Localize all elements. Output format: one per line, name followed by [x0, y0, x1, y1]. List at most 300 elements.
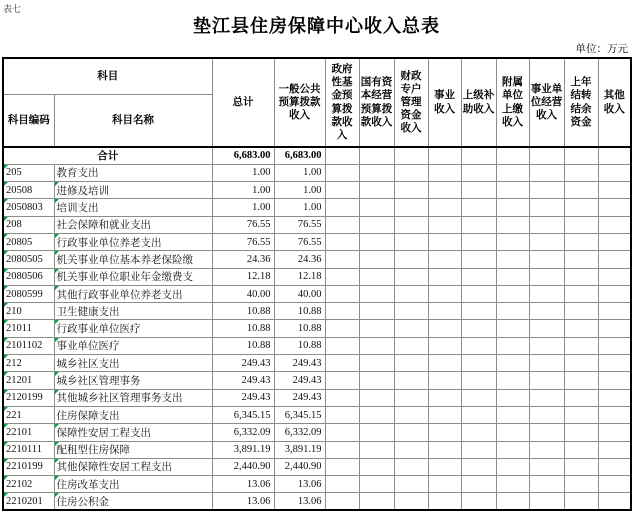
general-budget-cell[interactable]: 1.00 — [274, 199, 325, 216]
empty-cell[interactable] — [325, 199, 359, 216]
empty-cell[interactable] — [461, 199, 496, 216]
empty-cell[interactable] — [598, 458, 631, 475]
empty-cell[interactable] — [394, 147, 428, 164]
empty-cell[interactable] — [325, 320, 359, 337]
empty-cell[interactable] — [564, 164, 598, 181]
empty-cell[interactable] — [598, 251, 631, 268]
empty-cell[interactable] — [529, 320, 564, 337]
subject-code-cell[interactable]: 212 — [3, 355, 54, 372]
empty-cell[interactable] — [394, 389, 428, 406]
general-budget-cell[interactable]: 249.43 — [274, 355, 325, 372]
total-cell[interactable]: 6,332.09 — [212, 424, 274, 441]
subject-name-cell[interactable]: 行政事业单位养老支出 — [54, 233, 212, 250]
header-institution-business-income[interactable]: 事业单位经营收入 — [529, 58, 564, 147]
subject-code-cell[interactable]: 2120199 — [3, 389, 54, 406]
subject-code-cell[interactable]: 2210201 — [3, 493, 54, 510]
total-cell[interactable]: 10.88 — [212, 320, 274, 337]
empty-cell[interactable] — [564, 182, 598, 199]
empty-cell[interactable] — [564, 268, 598, 285]
empty-cell[interactable] — [529, 199, 564, 216]
subject-name-cell[interactable]: 事业单位医疗 — [54, 337, 212, 354]
empty-cell[interactable] — [325, 493, 359, 510]
header-total[interactable]: 总计 — [212, 58, 274, 147]
empty-cell[interactable] — [564, 441, 598, 458]
subject-name-cell[interactable]: 住房公积金 — [54, 493, 212, 510]
general-budget-cell[interactable]: 1.00 — [274, 164, 325, 181]
empty-cell[interactable] — [529, 303, 564, 320]
subject-code-cell[interactable]: 2050803 — [3, 199, 54, 216]
subject-name-cell[interactable]: 住房保障支出 — [54, 406, 212, 423]
subject-code-cell[interactable]: 22101 — [3, 424, 54, 441]
empty-cell[interactable] — [598, 285, 631, 302]
empty-cell[interactable] — [461, 164, 496, 181]
empty-cell[interactable] — [598, 476, 631, 493]
empty-cell[interactable] — [428, 441, 461, 458]
empty-cell[interactable] — [394, 303, 428, 320]
empty-cell[interactable] — [359, 216, 394, 233]
empty-cell[interactable] — [394, 441, 428, 458]
empty-cell[interactable] — [529, 216, 564, 233]
empty-cell[interactable] — [529, 441, 564, 458]
empty-cell[interactable] — [496, 441, 529, 458]
empty-cell[interactable] — [564, 337, 598, 354]
empty-cell[interactable] — [496, 372, 529, 389]
empty-cell[interactable] — [564, 389, 598, 406]
general-budget-cell[interactable]: 13.06 — [274, 476, 325, 493]
empty-cell[interactable] — [529, 406, 564, 423]
header-general-public-budget[interactable]: 一般公共预算拨款收入 — [274, 58, 325, 147]
empty-cell[interactable] — [428, 285, 461, 302]
empty-cell[interactable] — [428, 424, 461, 441]
empty-cell[interactable] — [564, 476, 598, 493]
empty-cell[interactable] — [325, 355, 359, 372]
empty-cell[interactable] — [394, 199, 428, 216]
empty-cell[interactable] — [325, 389, 359, 406]
empty-cell[interactable] — [564, 458, 598, 475]
empty-cell[interactable] — [325, 233, 359, 250]
empty-cell[interactable] — [461, 147, 496, 164]
subject-code-cell[interactable]: 205 — [3, 164, 54, 181]
empty-cell[interactable] — [598, 182, 631, 199]
empty-cell[interactable] — [461, 285, 496, 302]
empty-cell[interactable] — [325, 182, 359, 199]
empty-cell[interactable] — [394, 476, 428, 493]
empty-cell[interactable] — [598, 303, 631, 320]
empty-cell[interactable] — [394, 216, 428, 233]
empty-cell[interactable] — [461, 441, 496, 458]
total-row-total-cell[interactable]: 6,683.00 — [212, 147, 274, 164]
subject-code-cell[interactable]: 20508 — [3, 182, 54, 199]
total-cell[interactable]: 6,345.15 — [212, 406, 274, 423]
empty-cell[interactable] — [461, 233, 496, 250]
total-cell[interactable]: 1.00 — [212, 199, 274, 216]
empty-cell[interactable] — [564, 372, 598, 389]
subject-name-cell[interactable]: 住房改革支出 — [54, 476, 212, 493]
subject-name-cell[interactable]: 城乡社区支出 — [54, 355, 212, 372]
total-cell[interactable]: 249.43 — [212, 372, 274, 389]
subject-name-cell[interactable]: 进修及培训 — [54, 182, 212, 199]
empty-cell[interactable] — [461, 476, 496, 493]
general-budget-cell[interactable]: 13.06 — [274, 493, 325, 510]
header-affiliate-remittance[interactable]: 附属单位上缴收入 — [496, 58, 529, 147]
subject-name-cell[interactable]: 其他行政事业单位养老支出 — [54, 285, 212, 302]
total-cell[interactable]: 3,891.19 — [212, 441, 274, 458]
total-cell[interactable]: 249.43 — [212, 355, 274, 372]
header-subject-code[interactable]: 科目编码 — [3, 94, 54, 147]
empty-cell[interactable] — [325, 268, 359, 285]
header-other-income[interactable]: 其他收入 — [598, 58, 631, 147]
table-row — [3, 424, 631, 441]
subject-code-cell[interactable]: 208 — [3, 216, 54, 233]
subject-code-cell[interactable]: 2080505 — [3, 251, 54, 268]
empty-cell[interactable] — [325, 424, 359, 441]
empty-cell[interactable] — [496, 406, 529, 423]
empty-cell[interactable] — [496, 458, 529, 475]
empty-cell[interactable] — [598, 406, 631, 423]
empty-cell[interactable] — [496, 182, 529, 199]
subject-name-cell[interactable]: 行政事业单位医疗 — [54, 320, 212, 337]
empty-cell[interactable] — [529, 337, 564, 354]
empty-cell[interactable] — [394, 320, 428, 337]
empty-cell[interactable] — [529, 251, 564, 268]
empty-cell[interactable] — [325, 251, 359, 268]
empty-cell[interactable] — [598, 337, 631, 354]
subject-code-cell[interactable]: 21201 — [3, 372, 54, 389]
subject-name-cell[interactable]: 社会保障和就业支出 — [54, 216, 212, 233]
empty-cell[interactable] — [428, 199, 461, 216]
total-cell[interactable]: 1.00 — [212, 182, 274, 199]
empty-cell[interactable] — [428, 216, 461, 233]
general-budget-cell[interactable]: 1.00 — [274, 182, 325, 199]
subject-code-cell[interactable]: 2080599 — [3, 285, 54, 302]
total-cell[interactable]: 10.88 — [212, 337, 274, 354]
empty-cell[interactable] — [598, 199, 631, 216]
empty-cell[interactable] — [394, 251, 428, 268]
empty-cell[interactable] — [428, 337, 461, 354]
empty-cell[interactable] — [564, 251, 598, 268]
empty-cell[interactable] — [359, 458, 394, 475]
empty-cell[interactable] — [359, 476, 394, 493]
general-budget-cell[interactable]: 249.43 — [274, 372, 325, 389]
table-row — [3, 337, 631, 354]
general-budget-cell[interactable]: 76.55 — [274, 216, 325, 233]
empty-cell[interactable] — [496, 251, 529, 268]
empty-cell[interactable] — [564, 493, 598, 510]
total-cell[interactable]: 249.43 — [212, 389, 274, 406]
empty-cell[interactable] — [359, 424, 394, 441]
subject-code-cell[interactable]: 2210199 — [3, 458, 54, 475]
empty-cell[interactable] — [496, 164, 529, 181]
total-cell[interactable]: 13.06 — [212, 476, 274, 493]
header-fiscal-account-funds[interactable]: 财政专户管理资金收入 — [394, 58, 428, 147]
empty-cell[interactable] — [496, 147, 529, 164]
empty-cell[interactable] — [496, 424, 529, 441]
empty-cell[interactable] — [529, 182, 564, 199]
subject-code-cell[interactable]: 2210111 — [3, 441, 54, 458]
table-row — [3, 493, 631, 510]
general-budget-cell[interactable]: 76.55 — [274, 233, 325, 250]
empty-cell[interactable] — [529, 268, 564, 285]
empty-cell[interactable] — [598, 147, 631, 164]
empty-cell[interactable] — [564, 406, 598, 423]
empty-cell[interactable] — [325, 303, 359, 320]
empty-cell[interactable] — [359, 182, 394, 199]
subject-code-cell[interactable]: 2101102 — [3, 337, 54, 354]
empty-cell[interactable] — [461, 458, 496, 475]
empty-cell[interactable] — [359, 441, 394, 458]
subject-code-cell[interactable]: 22102 — [3, 476, 54, 493]
empty-cell[interactable] — [428, 320, 461, 337]
empty-cell[interactable] — [359, 303, 394, 320]
empty-cell[interactable] — [496, 320, 529, 337]
total-cell[interactable]: 13.06 — [212, 493, 274, 510]
empty-cell[interactable] — [394, 458, 428, 475]
empty-cell[interactable] — [564, 424, 598, 441]
empty-cell[interactable] — [461, 406, 496, 423]
empty-cell[interactable] — [428, 389, 461, 406]
empty-cell[interactable] — [461, 337, 496, 354]
subject-code-cell[interactable]: 20805 — [3, 233, 54, 250]
empty-cell[interactable] — [461, 355, 496, 372]
empty-cell[interactable] — [496, 199, 529, 216]
subject-name-cell[interactable]: 其他城乡社区管理事务支出 — [54, 389, 212, 406]
empty-cell[interactable] — [428, 268, 461, 285]
empty-cell[interactable] — [359, 199, 394, 216]
table-row — [3, 355, 631, 372]
empty-cell[interactable] — [598, 268, 631, 285]
empty-cell[interactable] — [359, 493, 394, 510]
total-cell[interactable]: 24.36 — [212, 251, 274, 268]
empty-cell[interactable] — [564, 320, 598, 337]
empty-cell[interactable] — [529, 458, 564, 475]
subject-name-cell[interactable]: 配租型住房保障 — [54, 441, 212, 458]
empty-cell[interactable] — [394, 337, 428, 354]
total-cell[interactable]: 10.88 — [212, 303, 274, 320]
empty-cell[interactable] — [564, 285, 598, 302]
subject-code-cell[interactable]: 2080506 — [3, 268, 54, 285]
empty-cell[interactable] — [496, 355, 529, 372]
subject-name-cell[interactable]: 其他保障性安居工程支出 — [54, 458, 212, 475]
empty-cell[interactable] — [394, 268, 428, 285]
empty-cell[interactable] — [428, 164, 461, 181]
header-subject-name[interactable]: 科目名称 — [54, 94, 212, 147]
empty-cell[interactable] — [325, 458, 359, 475]
empty-cell[interactable] — [529, 476, 564, 493]
empty-cell[interactable] — [359, 372, 394, 389]
empty-cell[interactable] — [461, 303, 496, 320]
table-row — [3, 216, 631, 233]
empty-cell[interactable] — [428, 493, 461, 510]
empty-cell[interactable] — [529, 424, 564, 441]
table-row — [3, 458, 631, 475]
subject-name-cell[interactable]: 教育支出 — [54, 164, 212, 181]
general-budget-cell[interactable]: 249.43 — [274, 389, 325, 406]
general-budget-cell[interactable]: 6,332.09 — [274, 424, 325, 441]
general-budget-cell[interactable]: 24.36 — [274, 251, 325, 268]
subject-code-cell[interactable]: 210 — [3, 303, 54, 320]
total-row — [3, 147, 631, 164]
empty-cell[interactable] — [598, 424, 631, 441]
general-budget-cell[interactable]: 12.18 — [274, 268, 325, 285]
empty-cell[interactable] — [598, 233, 631, 250]
empty-cell[interactable] — [598, 320, 631, 337]
empty-cell[interactable] — [428, 372, 461, 389]
header-operating-income[interactable]: 事业收入 — [428, 58, 461, 147]
empty-cell[interactable] — [461, 389, 496, 406]
empty-cell[interactable] — [564, 355, 598, 372]
empty-cell[interactable] — [325, 164, 359, 181]
empty-cell[interactable] — [394, 493, 428, 510]
total-cell[interactable]: 40.00 — [212, 285, 274, 302]
table-body — [3, 147, 631, 510]
empty-cell[interactable] — [529, 164, 564, 181]
empty-cell[interactable] — [359, 406, 394, 423]
table-row — [3, 233, 631, 250]
general-budget-cell[interactable]: 10.88 — [274, 303, 325, 320]
general-budget-cell[interactable]: 10.88 — [274, 337, 325, 354]
subject-code-cell[interactable]: 21011 — [3, 320, 54, 337]
empty-cell[interactable] — [394, 164, 428, 181]
empty-cell[interactable] — [359, 251, 394, 268]
empty-cell[interactable] — [394, 285, 428, 302]
general-budget-cell[interactable]: 3,891.19 — [274, 441, 325, 458]
empty-cell[interactable] — [598, 389, 631, 406]
empty-cell[interactable] — [428, 233, 461, 250]
empty-cell[interactable] — [428, 182, 461, 199]
total-row-general-budget-cell[interactable]: 6,683.00 — [274, 147, 325, 164]
empty-cell[interactable] — [598, 355, 631, 372]
empty-cell[interactable] — [428, 355, 461, 372]
total-cell[interactable]: 76.55 — [212, 216, 274, 233]
empty-cell[interactable] — [359, 164, 394, 181]
empty-cell[interactable] — [394, 424, 428, 441]
empty-cell[interactable] — [428, 406, 461, 423]
empty-cell[interactable] — [428, 251, 461, 268]
empty-cell[interactable] — [496, 476, 529, 493]
empty-cell[interactable] — [529, 147, 564, 164]
empty-cell[interactable] — [564, 147, 598, 164]
empty-cell[interactable] — [529, 389, 564, 406]
empty-cell[interactable] — [496, 233, 529, 250]
empty-cell[interactable] — [564, 303, 598, 320]
total-row-label[interactable]: 合计 — [3, 147, 212, 164]
empty-cell[interactable] — [325, 476, 359, 493]
empty-cell[interactable] — [428, 476, 461, 493]
subject-name-cell[interactable]: 培训支出 — [54, 199, 212, 216]
header-carryover-funds[interactable]: 上年结转结余资金 — [564, 58, 598, 147]
empty-cell[interactable] — [529, 355, 564, 372]
subject-code-cell[interactable]: 221 — [3, 406, 54, 423]
empty-cell[interactable] — [564, 233, 598, 250]
empty-cell[interactable] — [529, 372, 564, 389]
total-cell[interactable]: 1.00 — [212, 164, 274, 181]
subject-name-cell[interactable]: 城乡社区管理事务 — [54, 372, 212, 389]
total-cell[interactable]: 2,440.90 — [212, 458, 274, 475]
empty-cell[interactable] — [496, 303, 529, 320]
total-cell[interactable]: 76.55 — [212, 233, 274, 250]
subject-name-cell[interactable]: 机关事业单位职业年金缴费支 — [54, 268, 212, 285]
empty-cell[interactable] — [564, 216, 598, 233]
empty-cell[interactable] — [598, 441, 631, 458]
empty-cell[interactable] — [359, 268, 394, 285]
empty-cell[interactable] — [428, 147, 461, 164]
empty-cell[interactable] — [325, 337, 359, 354]
empty-cell[interactable] — [359, 147, 394, 164]
subject-name-cell[interactable]: 卫生健康支出 — [54, 303, 212, 320]
empty-cell[interactable] — [428, 458, 461, 475]
subject-name-cell[interactable]: 保障性安居工程支出 — [54, 424, 212, 441]
empty-cell[interactable] — [325, 406, 359, 423]
table-row — [3, 372, 631, 389]
empty-cell[interactable] — [394, 372, 428, 389]
empty-cell[interactable] — [461, 251, 496, 268]
empty-cell[interactable] — [359, 337, 394, 354]
empty-cell[interactable] — [496, 337, 529, 354]
empty-cell[interactable] — [359, 355, 394, 372]
empty-cell[interactable] — [325, 147, 359, 164]
general-budget-cell[interactable]: 10.88 — [274, 320, 325, 337]
empty-cell[interactable] — [325, 216, 359, 233]
empty-cell[interactable] — [496, 268, 529, 285]
empty-cell[interactable] — [325, 285, 359, 302]
income-summary-table — [2, 57, 632, 511]
empty-cell[interactable] — [529, 285, 564, 302]
empty-cell[interactable] — [325, 441, 359, 458]
empty-cell[interactable] — [529, 233, 564, 250]
empty-cell[interactable] — [496, 389, 529, 406]
empty-cell[interactable] — [394, 406, 428, 423]
empty-cell[interactable] — [325, 372, 359, 389]
empty-cell[interactable] — [564, 199, 598, 216]
empty-cell[interactable] — [394, 233, 428, 250]
empty-cell[interactable] — [461, 216, 496, 233]
table-row — [3, 476, 631, 493]
empty-cell[interactable] — [598, 164, 631, 181]
header-subject[interactable]: 科目 — [3, 58, 212, 94]
total-cell[interactable]: 12.18 — [212, 268, 274, 285]
empty-cell[interactable] — [461, 493, 496, 510]
empty-cell[interactable] — [359, 233, 394, 250]
empty-cell[interactable] — [428, 303, 461, 320]
header-superior-subsidy[interactable]: 上级补助收入 — [461, 58, 496, 147]
empty-cell[interactable] — [496, 285, 529, 302]
general-budget-cell[interactable]: 6,345.15 — [274, 406, 325, 423]
table-row — [3, 441, 631, 458]
unit-label: 单位：万元 — [575, 44, 628, 55]
empty-cell[interactable] — [394, 182, 428, 199]
subject-name-cell[interactable]: 机关事业单位基本养老保险缴 — [54, 251, 212, 268]
empty-cell[interactable] — [394, 355, 428, 372]
empty-cell[interactable] — [598, 372, 631, 389]
empty-cell[interactable] — [496, 216, 529, 233]
empty-cell[interactable] — [461, 372, 496, 389]
header-govt-fund-budget[interactable]: 政府性基金预算拨款收入 — [325, 58, 359, 147]
empty-cell[interactable] — [461, 268, 496, 285]
header-state-capital-budget[interactable]: 国有资本经营预算拨款收入 — [359, 58, 394, 147]
empty-cell[interactable] — [461, 320, 496, 337]
empty-cell[interactable] — [461, 182, 496, 199]
empty-cell[interactable] — [598, 493, 631, 510]
empty-cell[interactable] — [496, 493, 529, 510]
empty-cell[interactable] — [529, 493, 564, 510]
general-budget-cell[interactable]: 2,440.90 — [274, 458, 325, 475]
empty-cell[interactable] — [359, 285, 394, 302]
empty-cell[interactable] — [598, 216, 631, 233]
empty-cell[interactable] — [461, 424, 496, 441]
empty-cell[interactable] — [359, 389, 394, 406]
general-budget-cell[interactable]: 40.00 — [274, 285, 325, 302]
empty-cell[interactable] — [359, 320, 394, 337]
